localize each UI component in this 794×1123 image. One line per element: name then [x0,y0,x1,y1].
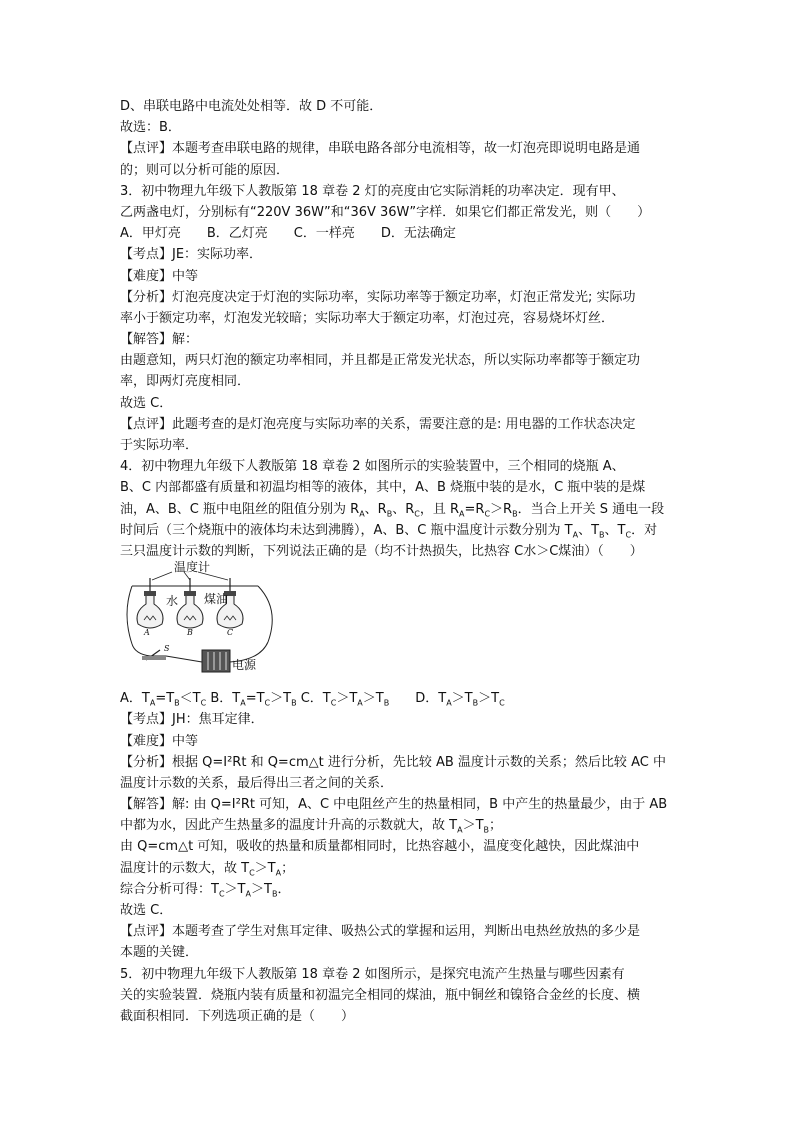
text-line: D、串联电路中电流处处相等．故 D 不可能． [120,99,383,114]
text-line: 【考点】JE：实际功率． [120,247,263,263]
water-label: 水 [166,594,179,609]
text-line: B、C 内部都盛有质量和初温均相等的液体，其中，A、B 烧瓶中装的是水，C 瓶中装的是煤 [120,480,646,496]
text-line: 【点评】此题考查的是灯泡亮度与实际功率的关系，需要注意的是: 用电器的工作状态决定 [120,416,636,432]
text-line: 【分析】根据 Q=I²Rt 和 Q=cm△t 进行分析，先比较 AB 温度计示数的关系；然后比较 AC 中 [120,754,666,770]
text-line: 由题意知，两只灯泡的额定功率相同，并且都是正常发光状态，所以实际功率都等于额定功 [120,353,641,369]
text-line: 【点评】本题考查串联电路的规律，串联电路各部分电流相等，故一灯泡亮即说明电路是通 [120,141,641,157]
text-block-upper [120,96,680,562]
flask-a-label: A [144,628,150,638]
text-line: 时间后（三个烧瓶中的液体均未达到沸腾），A、B、C 瓶中温度计示数分别为 $T_A$、$T_B$、$T_C$．对 [120,522,658,540]
text-line: 5．初中物理九年级下人教版第 18 章卷 2 如图所示，是探究电流产生热量与哪些因素有 [120,966,625,982]
text-block-lower [120,688,680,1027]
text-line: A．甲灯亮 B．乙灯亮 C．一样亮 D．无法确定 [120,226,456,242]
flask-b-label: B [187,628,193,638]
kerosene-label: 煤油 [204,592,229,607]
text-line: 温度计示数的关系，最后得出三者之间的关系． [120,775,394,791]
text-line: 【难度】中等 [120,733,199,749]
text-line: 【分析】灯泡亮度决定于灯泡的实际功率，实际功率等于额定功率，灯泡正常发光; 实际功 [120,289,636,305]
circuit-diagram [120,564,320,682]
text-line: 3．初中物理九年级下人教版第 18 章卷 2 灯的亮度由它实际消耗的功率决定．现有甲、 [120,183,625,199]
text-line: 关的实验装置．烧瓶内装有质量和初温完全相同的煤油，瓶中铜丝和镍铬合金丝的长度、横 [120,987,641,1003]
text-line: 【解答】解: 由 Q=I²Rt 可知，A、C 中电阻丝产生的热量相同，B 中产生的热量最少，由于 AB [120,797,668,813]
text-line: 中都为水，因此产生热量多的温度计升高的示数就大，故 $T_A>T_B$； [120,818,503,835]
switch-label: S [164,644,170,654]
text-line: 故选 C． [120,395,173,411]
text-line: 乙两盏电灯，分别标有“220V 36W”和“36V 36W”字样．如果它们都正常发光，则（ ） [120,204,651,220]
text-line: 截面积相同．下列选项正确的是（ ） [120,1008,355,1024]
thermometer-label: 温度计 [174,560,211,575]
text-line: 率，即两灯亮度相同． [120,374,251,390]
text-line: 故选 C． [120,903,173,918]
text-line: 4．初中物理九年级下人教版第 18 章卷 2 如图所示的实验装置中，三个相同的烧瓶 A、 [120,459,625,475]
text-line: 率小于额定功率，灯泡发光较暗；实际功率大于额定功率，灯泡过亮，容易烧坏灯丝． [120,310,615,326]
text-line: 的；则可以分析可能的原因． [120,162,290,178]
text-line: 三只温度计示数的判断，下列说法正确的是（均不计热损失，比热容 C水＞C煤油）（ ） [120,543,643,559]
flask-c-label: C [227,628,234,638]
text-line: 【点评】本题考查了学生对焦耳定律、吸热公式的掌握和运用，判断出电热丝放热的多少是 [120,924,641,940]
power-supply-label: 电源 [232,658,257,673]
document-page [120,96,680,1027]
text-line: 综合分析可得：$T_C>T_A>T_B$． [120,881,291,899]
text-line: 油，A、B、C 瓶中电阻丝的阻值分别为 $R_A$、$R_B$、$R_C$，且 $R_A=R_C>R_B$．当合上开关 S 通电一段 [120,501,665,519]
text-line: 本题的关键． [120,945,199,961]
text-line: 【考点】JH：焦耳定律． [120,712,264,728]
text-line: 故选：B． [120,120,181,136]
experiment-figure [120,560,320,682]
text-line: A．$T_A=T_B<T_C$ B．$T_A=T_C>T_B$ C．$T_C>T_A>T_B$ D．$T_A>T_B>T_C$ [120,691,505,708]
text-line: 于实际功率． [120,438,199,453]
text-line: 由 Q=cm△t 可知，吸收的热量和质量都相同时，比热容越小，温度变化越快，因此煤油中 [120,839,640,855]
text-line: 【难度】中等 [120,268,199,284]
text-line: 【解答】解： [120,332,199,348]
text-line: 温度计的示数大，故 $T_C>T_A$； [120,860,295,878]
